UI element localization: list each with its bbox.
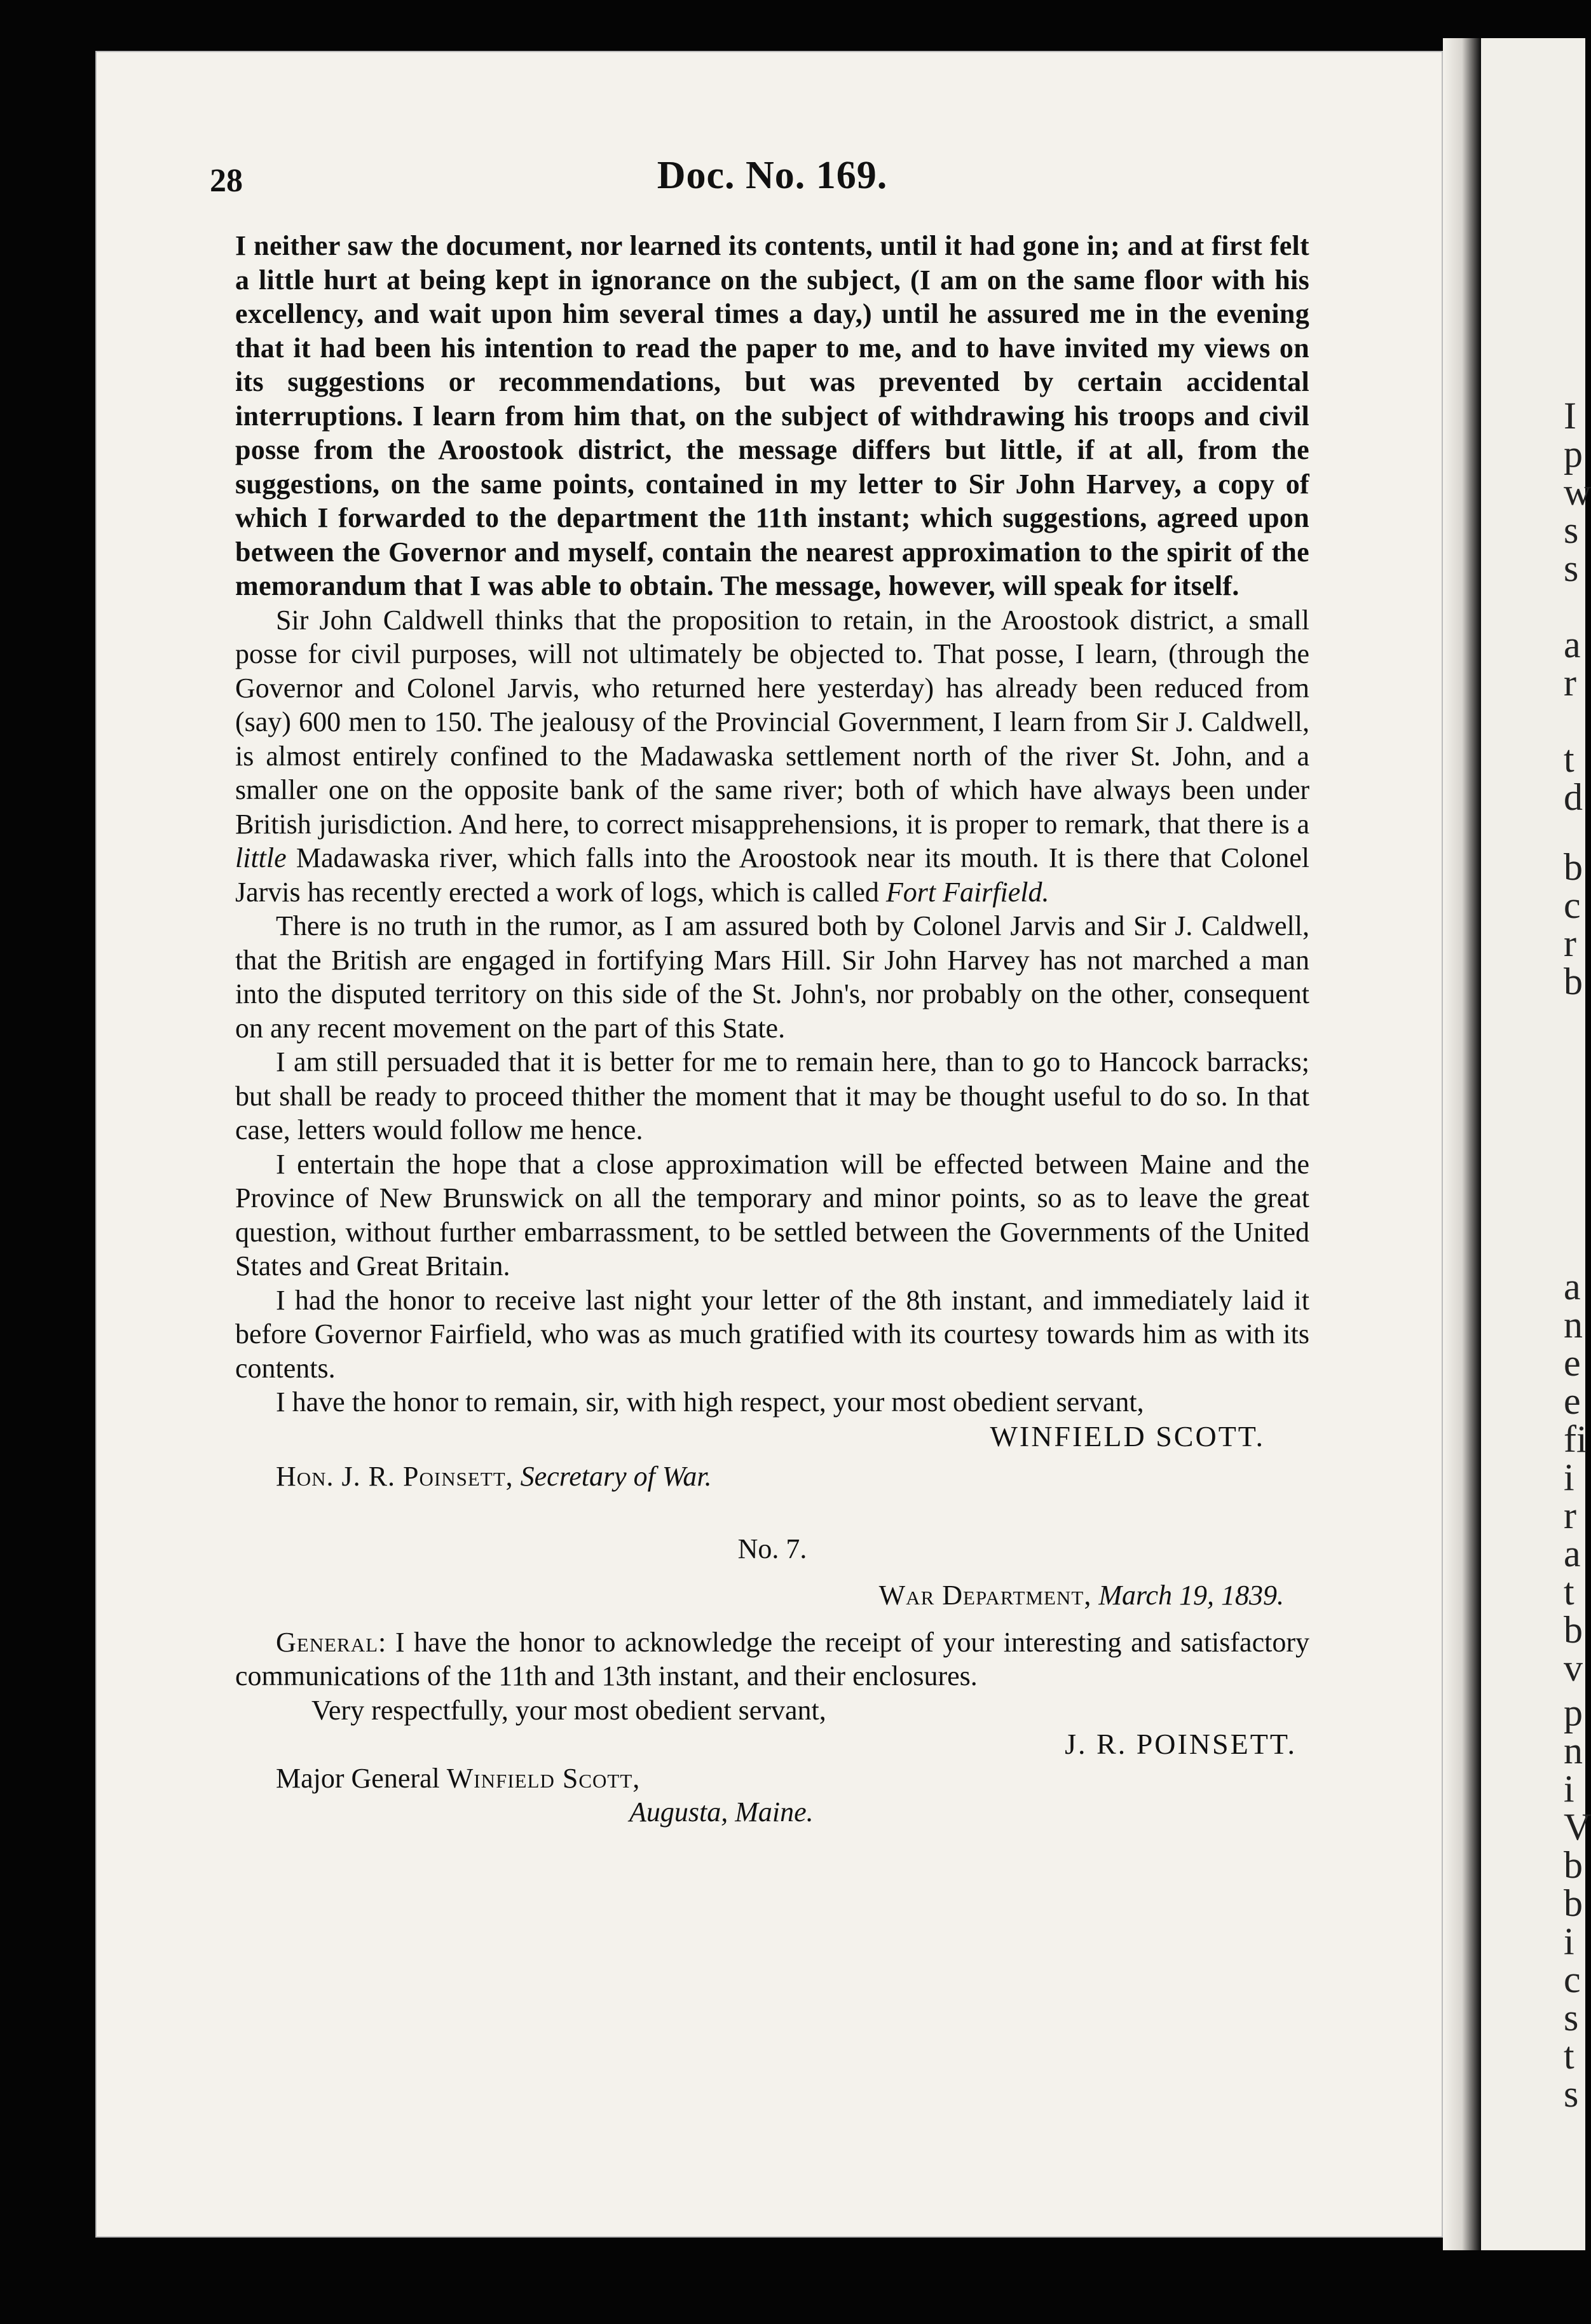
paragraph: I entertain the hope that a close approximation will be effected between Maine and the Province of New Brunswick on all the temporary and minor points, so as to leave the great question, without further embarrassment, to be settled between the Governments of the United States and Great Britain. [235, 1148, 1309, 1282]
paragraph: I had the honor to receive last night your letter of the 8th instant, and immediately laid it before Governor Fairfield, who was as much gratified with its courtesy towards him as with its contents. [235, 1284, 1309, 1384]
adjacent-page-letter: b [1564, 846, 1583, 888]
adjacent-page-letter: a [1564, 1266, 1581, 1308]
paragraph: I am still persuaded that it is better for me to remain here, than to go to Hancock barracks; but shall be ready to proceed thither the moment that it may be thought useful to do so. In that case, letters would follow me hence. [235, 1046, 1309, 1145]
adjacent-page-letter: b [1564, 960, 1583, 1002]
signature: WINFIELD SCOTT. [990, 1419, 1265, 1452]
page-header [210, 154, 1309, 210]
adjacent-page-letter: i [1564, 1456, 1574, 1498]
addressee-title: Secretary of War. [520, 1461, 712, 1492]
closing-line: Very respectfully, your most obedient servant, [311, 1694, 826, 1726]
addressee-name: Winfield Scott, [446, 1762, 641, 1794]
page-binding [1443, 38, 1481, 2250]
addressee-place-text: Augusta, Maine. [629, 1796, 814, 1828]
adjacent-page-letter: s [1564, 1997, 1579, 2039]
adjacent-page-letter: I [1564, 395, 1576, 437]
adjacent-page-letter: n [1564, 1730, 1583, 1772]
paragraph: There is no truth in the rumor, as I am assured both by Colonel Jarvis and Sir J. Caldwell, that the British are engaged in fortifying Mars Hill. Sir John Harvey has not marched a man into the disputed territory on this side of the St. John's, nor probably on the other, consequent on any recent movement on the part of this State. [235, 910, 1309, 1044]
adjacent-page-letter: i [1564, 1920, 1574, 1962]
italic-text: little [235, 842, 287, 873]
adjacent-page-letter: e [1564, 1342, 1581, 1384]
adjacent-page-letter: e [1564, 1380, 1581, 1422]
adjacent-page-letter: c [1564, 884, 1581, 926]
addressee-prefix: Major General [276, 1762, 440, 1794]
adjacent-page-letter: fi [1564, 1418, 1587, 1460]
adjacent-page-letter: V [1564, 1806, 1591, 1848]
dateline [235, 1578, 1284, 1613]
addressee-name: Hon. J. R. Poinsett, [276, 1461, 514, 1492]
adjacent-page-letter: s [1564, 547, 1579, 589]
dateline-department: War Department, [878, 1580, 1092, 1611]
adjacent-page-letter: w [1564, 471, 1591, 513]
addressee [276, 1459, 1309, 1494]
paragraph [235, 603, 1309, 910]
adjacent-page-letter: r [1564, 662, 1576, 704]
closing-line: I have the honor to remain, sir, with high respect, your most obedient servant, [276, 1386, 1144, 1418]
page-title: Doc. No. 169. [657, 154, 888, 197]
paragraph: I neither saw the document, nor learned its contents, until it had gone in; and at first felt a little hurt at being kept in ignorance on the subject, (I am on the same floor with his excellency, and wait upon him several times a day,) until he assured me in the evening that it had been his intention to read the paper to me, and to have invited my views on its suggestions or recommendations, but was prevented by certain accidental interruptions. I learn from him that, on the subject of withdrawing his troops and civil posse from the Aroostook district, the message differs but little, if at all, from the suggestions, on the same points, contained in my letter to Sir John Harvey, a copy of which I forwarded to the department the 11th instant; which suggestions, agreed upon between the Governor and myself, contain the nearest approximation to the spirit of the memorandum that I was able to obtain. The message, however, will speak for itself. [235, 230, 1309, 601]
signature: J. R. POINSETT. [1065, 1728, 1297, 1760]
adjacent-page-letter: p [1564, 433, 1583, 475]
adjacent-page-letter: c [1564, 1958, 1581, 2000]
dateline-date: March 19, 1839. [1098, 1580, 1284, 1611]
adjacent-page-letter: a [1564, 624, 1581, 666]
adjacent-page-letter: t [1564, 2035, 1574, 2077]
adjacent-page-letter: r [1564, 922, 1576, 964]
addressee-place [629, 1795, 1309, 1829]
adjacent-page-letter: d [1564, 776, 1583, 818]
adjacent-page-letter: i [1564, 1768, 1574, 1810]
paragraph [235, 1625, 1309, 1693]
page-content [210, 154, 1310, 1829]
italic-text: Fort Fairfield. [885, 876, 1049, 908]
adjacent-page [1481, 38, 1591, 2250]
adjacent-page-letter: v [1564, 1647, 1583, 1689]
letter-number: No. 7. [737, 1533, 807, 1564]
adjacent-page-letter: b [1564, 1882, 1583, 1924]
adjacent-page-letter: b [1564, 1609, 1583, 1651]
paragraph-text: : I have the honor to acknowledge the receipt of your interesting and satisfactory communications of the 11th and 13th instant, and their enclosures. [235, 1626, 1309, 1692]
adjacent-page-letter: t [1564, 738, 1574, 780]
adjacent-page-letter: a [1564, 1533, 1581, 1575]
adjacent-page-letter: s [1564, 2073, 1579, 2115]
page-number: 28 [210, 163, 243, 199]
paragraph-text: Sir John Caldwell thinks that the proposition to retain, in the Aroostook district, a small posse for civil purposes, will not ultimately be objected to. That posse, I learn, (through the Governor and Colonel Jarvis, who returned here yesterday) has already been reduced from (say) 600 men to 150. The jealousy of the Provincial Government, I learn from Sir J. Caldwell, is almost entirely confined to the Madawaska settlement north of the river St. John, and a smaller one on the opposite bank of the same river; both of which have always been under British jurisdiction. And here, to correct misapprehensions, it is proper to remark, that there is a [235, 604, 1309, 840]
adjacent-page-letter: t [1564, 1571, 1574, 1613]
paragraph-text: Madawaska river, which falls into the Aroostook near its mouth. It is there that Colonel Jarvis has recently erected a work of logs, which is called [235, 842, 1310, 908]
adjacent-page-letter: n [1564, 1304, 1583, 1346]
addressee [276, 1761, 1309, 1796]
adjacent-page-letter: r [1564, 1494, 1576, 1536]
adjacent-page-letter: s [1564, 509, 1579, 551]
adjacent-page-letter: b [1564, 1844, 1583, 1886]
salutation: General [276, 1626, 379, 1658]
adjacent-page-letter: p [1564, 1692, 1583, 1733]
